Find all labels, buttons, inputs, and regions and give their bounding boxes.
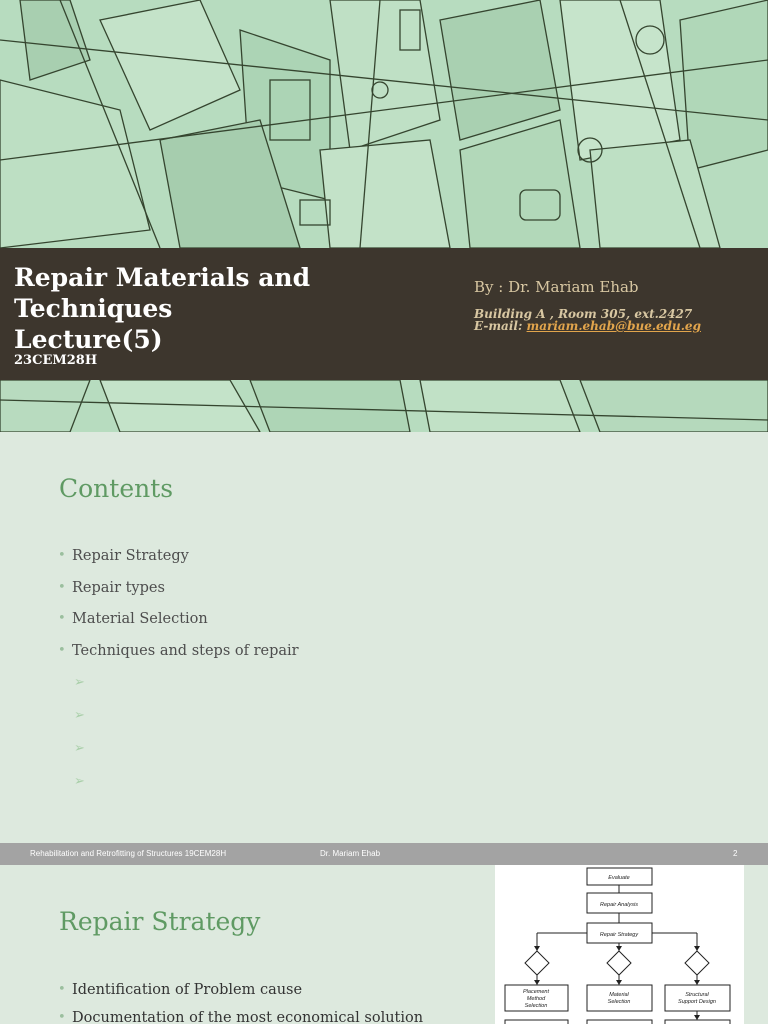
- placement-label-3: Selection: [524, 1003, 548, 1009]
- list-item-text: Repair types: [72, 579, 165, 596]
- repair-strategy-label: Repair Strategy: [599, 932, 639, 938]
- office-location: Building A , Room 305, ext.2427: [474, 307, 693, 321]
- course-code: 23CEM28H: [14, 353, 98, 368]
- email-label: E-mail:: [474, 319, 527, 333]
- structural-support-box: [665, 985, 730, 1011]
- list-item-text: Identification of Problem cause: [72, 982, 303, 998]
- list-item: [58, 1010, 423, 1024]
- repair-flowchart: [495, 865, 744, 1024]
- placement-label-2: Method: [526, 996, 546, 1002]
- bullet-dot-icon: •: [58, 611, 66, 627]
- list-item-text: Repair Strategy: [72, 548, 189, 564]
- contents-slide: [0, 432, 768, 843]
- repair-strategy-title: Repair Strategy: [59, 907, 261, 936]
- list-item-text: Documentation of the most economical solution: [72, 1010, 424, 1024]
- bullet-dot-icon: •: [58, 1010, 66, 1024]
- list-item: [58, 982, 423, 1010]
- author-name: By : Dr. Mariam Ehab: [474, 278, 639, 296]
- arrow-bullet-icon: ➢: [74, 774, 85, 789]
- strategy-list: [58, 982, 423, 1024]
- material-selection-box: [587, 985, 652, 1011]
- title-line-2: Techniques: [14, 294, 173, 323]
- decision-diamond-left: [525, 951, 549, 975]
- email-line: [474, 320, 701, 332]
- repair-strategy-slide: [0, 865, 768, 1024]
- bullet-dot-icon: •: [58, 579, 66, 595]
- flowchart-diagram: [495, 865, 744, 1024]
- decision-diamond-center: [607, 951, 631, 975]
- decision-diamond-right: [685, 951, 709, 975]
- arrow-bullet-icon: ➢: [74, 708, 85, 723]
- structural-label-1: Structural: [685, 992, 709, 998]
- list-item: [58, 580, 299, 612]
- evaluate-label: Evaluate: [608, 875, 630, 881]
- contents-title: Contents: [59, 474, 174, 503]
- slide-footer: [0, 843, 768, 865]
- footer-author: Dr. Mariam Ehab: [320, 849, 381, 858]
- contact-info: [474, 308, 701, 332]
- footer-page-number: 2: [733, 849, 738, 858]
- arrow-bullet-icon: ➢: [74, 741, 85, 756]
- bullet-dot-icon: •: [58, 642, 66, 658]
- material-label-1: Material: [609, 992, 629, 998]
- bullet-dot-icon: •: [58, 548, 66, 563]
- arrow-bullet-icon: ➢: [74, 675, 85, 690]
- presentation-title: [14, 262, 394, 355]
- title-band: [0, 248, 768, 380]
- list-item: [58, 611, 299, 643]
- list-item: [58, 548, 299, 580]
- contents-list: [58, 548, 299, 674]
- list-item-text: Techniques and steps of repair: [72, 642, 299, 659]
- bullet-dot-icon: •: [58, 982, 66, 997]
- footer-course: Rehabilitation and Retrofitting of Structures 19CEM28H: [30, 849, 227, 858]
- title-line-3: Lecture(5): [14, 325, 163, 354]
- title-line-1: Repair Materials and: [14, 263, 311, 292]
- sub-list: [74, 675, 85, 807]
- repair-analysis-label: Repair Analysis: [599, 902, 639, 908]
- title-slide-background: [0, 0, 768, 432]
- email-link[interactable]: mariam.ehab@bue.edu.eg: [526, 319, 701, 333]
- material-label-2: Selection: [607, 999, 631, 1005]
- placement-label-1: Placement: [523, 989, 549, 995]
- structural-label-2: Support Design: [678, 999, 716, 1005]
- list-item-text: Material Selection: [72, 611, 208, 628]
- list-item: [58, 643, 299, 675]
